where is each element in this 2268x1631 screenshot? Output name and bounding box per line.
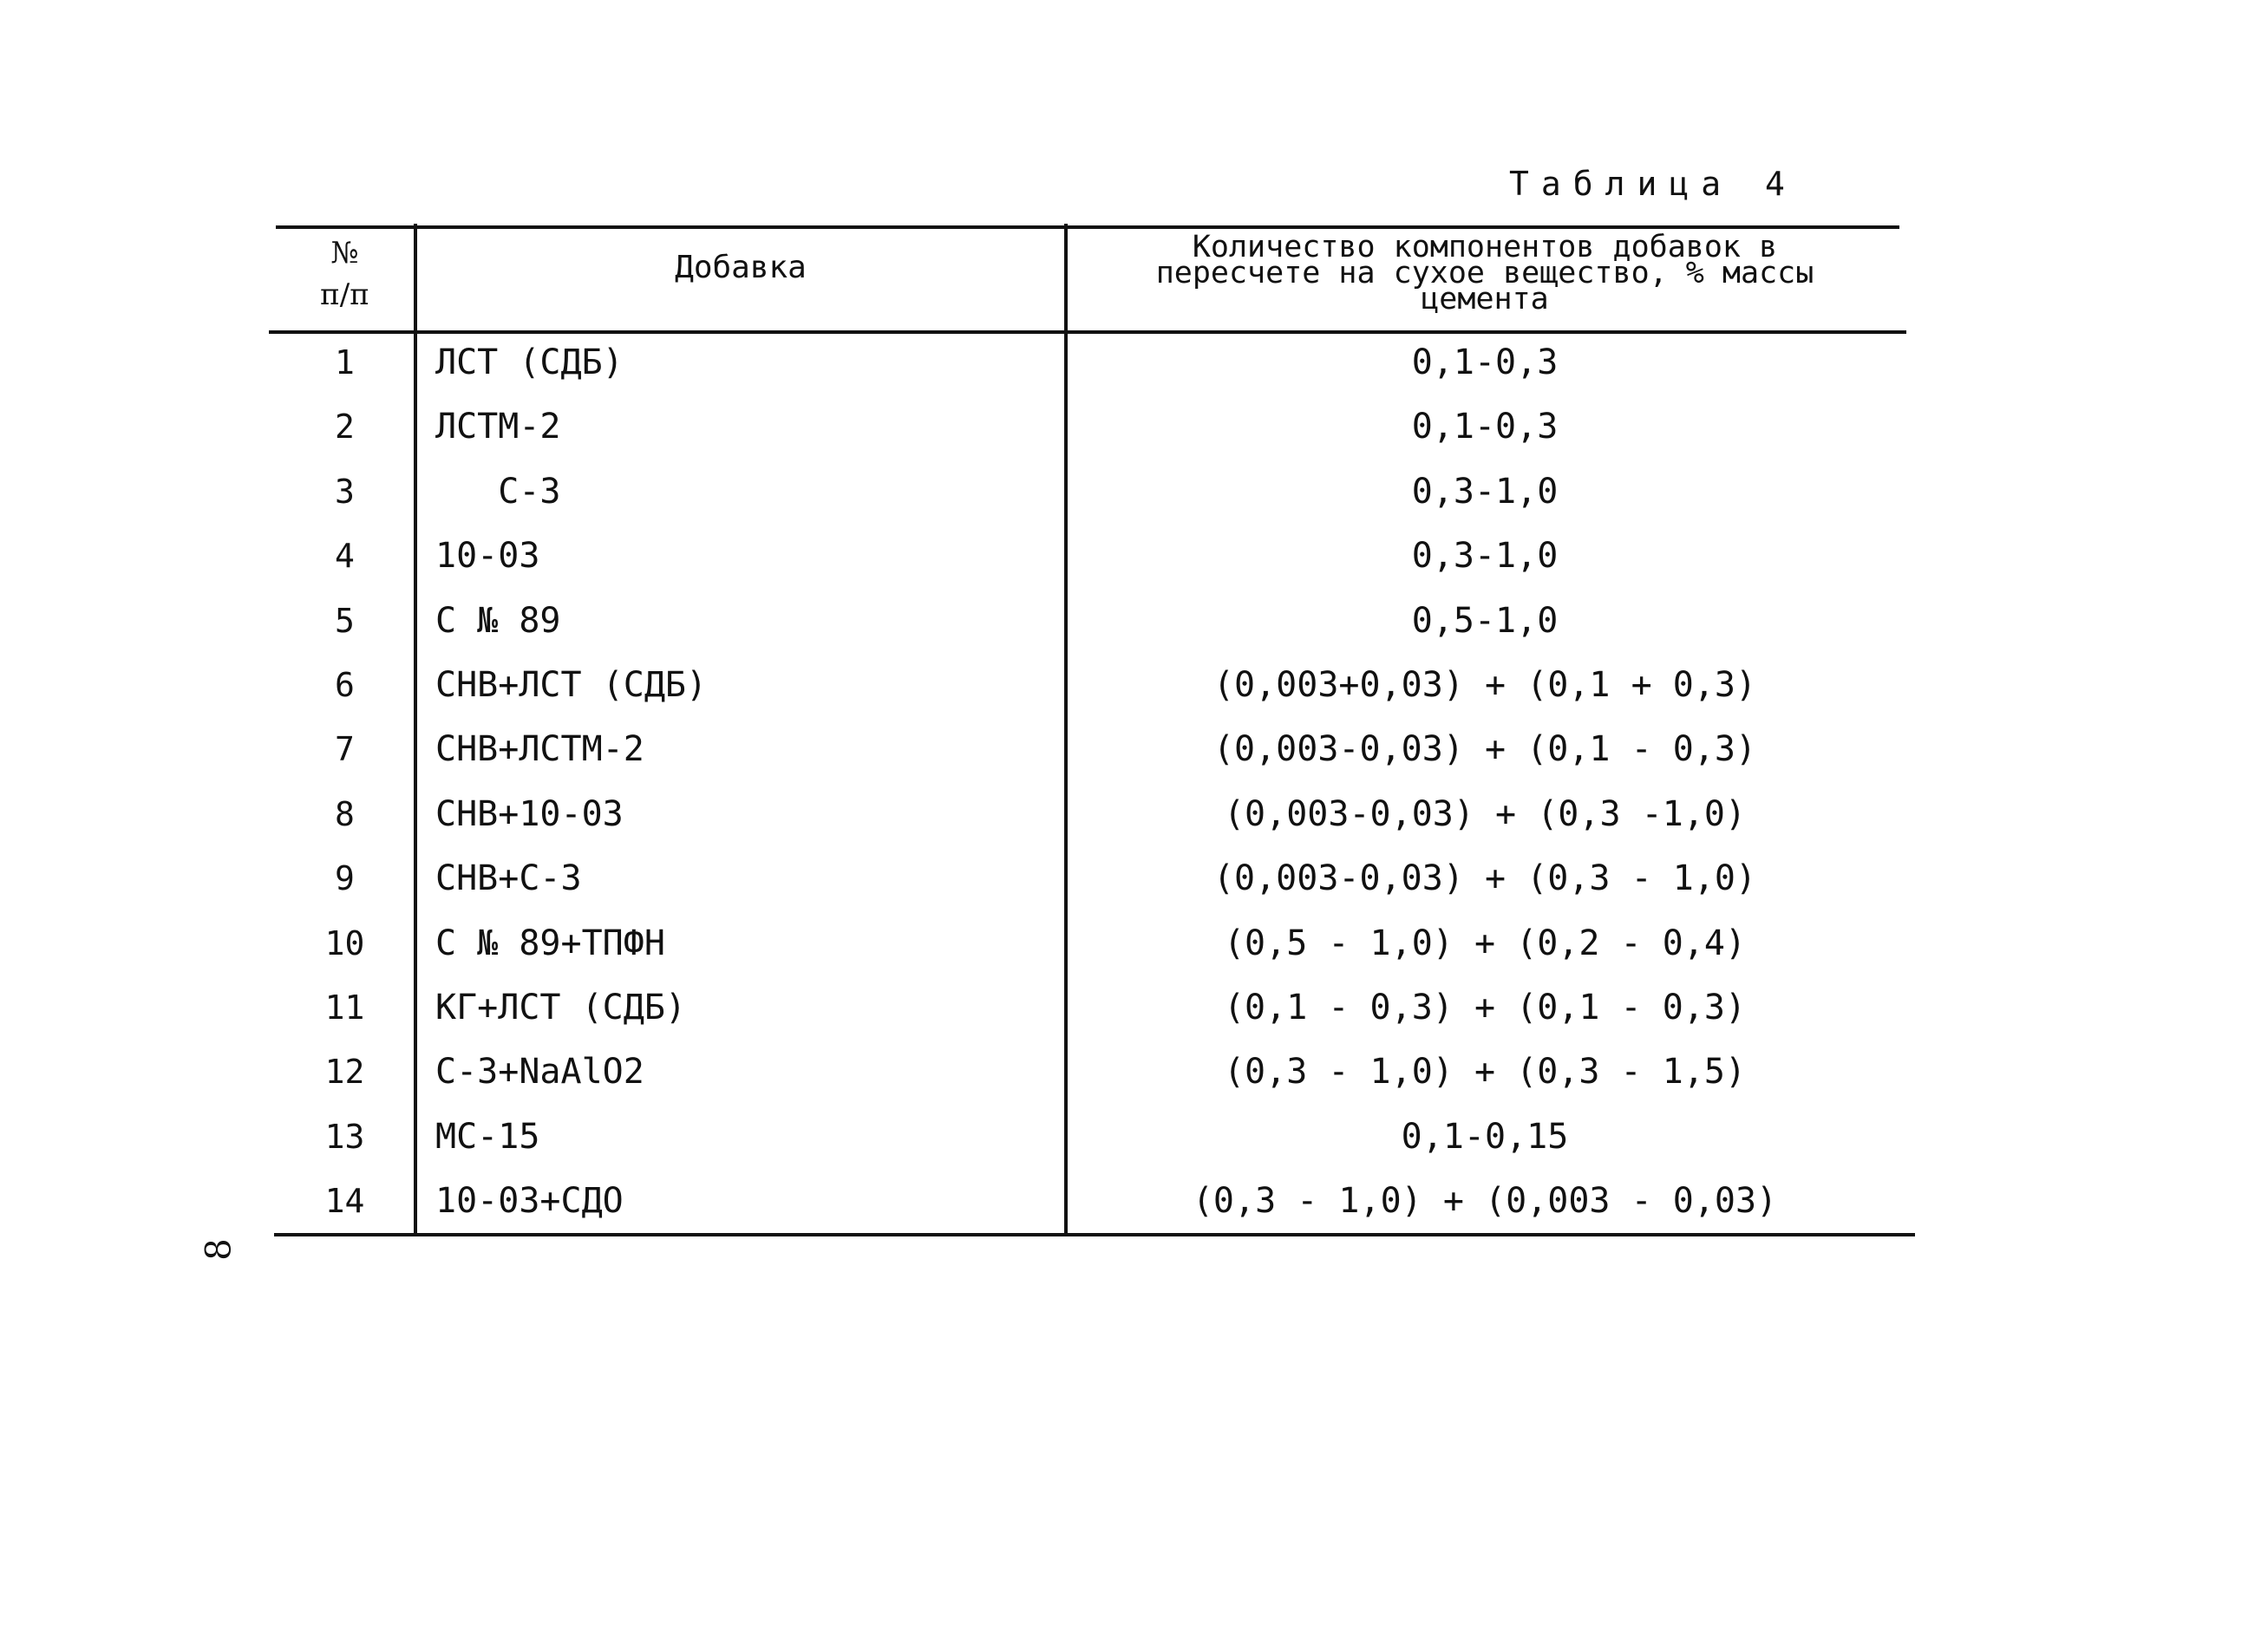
row-quantity: (0,003-0,03) + (0,3 - 1,0) xyxy=(1212,858,1757,899)
row-additive: С-3 xyxy=(435,471,561,512)
header-number-symbol: № xyxy=(330,236,359,271)
header-number-label: п/п xyxy=(320,277,369,312)
row-quantity: (0,5 - 1,0) + (0,2 - 0,4) xyxy=(1223,923,1747,963)
row-number: 9 xyxy=(335,859,355,898)
row-quantity: (0,3 - 1,0) + (0,3 - 1,5) xyxy=(1223,1052,1747,1093)
table-row xyxy=(276,404,1906,468)
row-number: 14 xyxy=(324,1182,365,1221)
row-number: 3 xyxy=(335,472,355,511)
row-quantity: (0,3 - 1,0) + (0,003 - 0,03) xyxy=(1192,1181,1778,1222)
header-additive-column: Добавка xyxy=(675,250,807,285)
row-additive: СНВ+10-03 xyxy=(435,793,624,834)
row-additive: С № 89+ТПФН xyxy=(435,923,665,963)
table-row xyxy=(276,469,1906,533)
row-number: 4 xyxy=(335,537,355,576)
row-additive: КГ+ЛСТ (СДБ) xyxy=(435,987,686,1028)
row-number: 5 xyxy=(335,601,355,640)
row-number: 8 xyxy=(335,794,355,833)
header-quantity-column xyxy=(1068,230,1902,316)
table-header-rule xyxy=(269,330,1906,334)
row-additive: МС-15 xyxy=(435,1116,540,1157)
row-quantity: 0,1-0,15 xyxy=(1401,1116,1569,1157)
header-quantity-line-3: цемента xyxy=(1421,282,1549,316)
row-number: 10 xyxy=(324,923,365,962)
row-quantity: 0,1-0,3 xyxy=(1411,343,1559,382)
table-row xyxy=(276,985,1906,1049)
row-additive: ЛСТ (СДБ) xyxy=(435,343,624,382)
row-number: 2 xyxy=(335,408,355,447)
header-quantity-line-1: Количество компонентов добавок в xyxy=(1192,230,1778,264)
row-additive: СНВ+С-3 xyxy=(435,858,582,899)
header-quantity-line-2: пересчете на сухое вещество, % массы xyxy=(1155,256,1814,290)
table-row xyxy=(276,533,1906,597)
table-row xyxy=(276,340,1906,404)
row-additive: СНВ+ЛСТ (СДБ) xyxy=(435,664,708,705)
row-additive: 10-03 xyxy=(435,536,540,577)
row-number: 7 xyxy=(335,730,355,769)
table-row xyxy=(276,727,1906,791)
row-number: 1 xyxy=(335,343,355,382)
row-quantity: (0,1 - 0,3) + (0,1 - 0,3) xyxy=(1223,987,1747,1028)
table-row xyxy=(276,792,1906,856)
table-row xyxy=(276,856,1906,920)
row-additive: С № 89 xyxy=(435,600,561,641)
row-quantity: 0,5-1,0 xyxy=(1411,600,1559,641)
table-row xyxy=(276,662,1906,727)
row-quantity: 0,3-1,0 xyxy=(1411,471,1559,512)
row-additive: ЛСТМ-2 xyxy=(435,407,561,447)
table-body xyxy=(276,340,1906,1243)
page-number: 8 xyxy=(199,1238,239,1261)
row-quantity: (0,003-0,03) + (0,3 -1,0) xyxy=(1223,793,1747,834)
row-quantity: (0,003+0,03) + (0,1 + 0,3) xyxy=(1212,664,1757,705)
row-number: 11 xyxy=(324,988,365,1027)
table-top-rule xyxy=(276,225,1899,229)
row-quantity: 0,3-1,0 xyxy=(1411,536,1559,577)
table-row xyxy=(276,1049,1906,1113)
row-number: 6 xyxy=(335,665,355,704)
row-number: 12 xyxy=(324,1053,365,1092)
table-row xyxy=(276,1114,1906,1178)
row-additive: СНВ+ЛСТМ-2 xyxy=(435,729,644,770)
header-number-column xyxy=(276,232,414,316)
table-row xyxy=(276,921,1906,985)
row-additive: 10-03+СДО xyxy=(435,1181,624,1222)
row-additive: С-3+NaAlO2 xyxy=(435,1052,644,1093)
row-number: 13 xyxy=(324,1117,365,1156)
row-quantity: (0,003-0,03) + (0,1 - 0,3) xyxy=(1212,729,1757,770)
table-row xyxy=(276,1178,1906,1243)
table-caption: Таблица 4 xyxy=(1509,165,1797,203)
row-quantity: 0,1-0,3 xyxy=(1411,407,1559,447)
table-row xyxy=(276,598,1906,662)
